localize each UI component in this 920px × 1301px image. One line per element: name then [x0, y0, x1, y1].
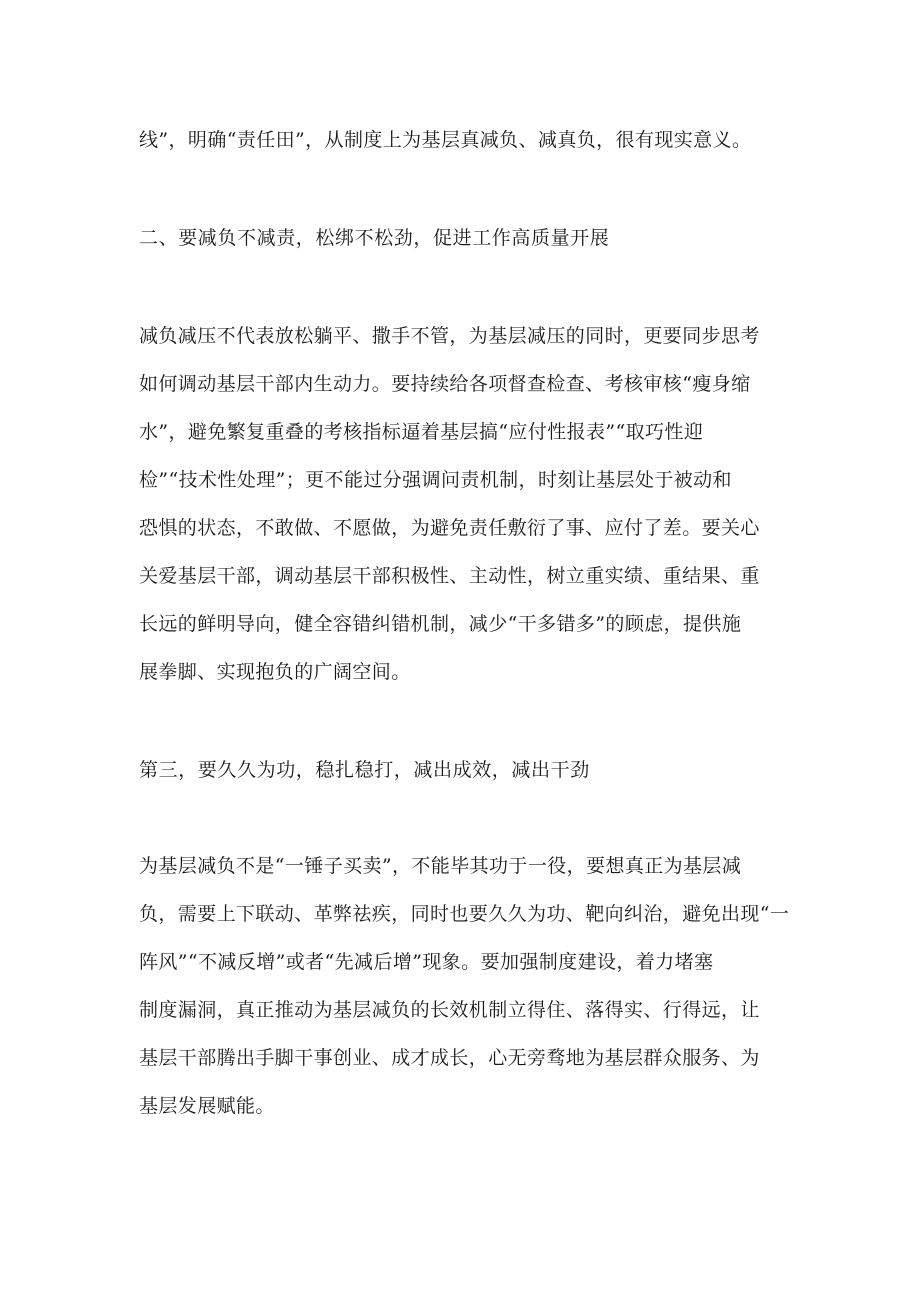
paragraph-line: 检”“技术性处理”；更不能过分强调问责机制，时刻让基层处于被动和 — [139, 469, 732, 491]
paragraph-line: 关爱基层干部，调动基层干部积极性、主动性，树立重实绩、重结果、重 — [139, 565, 760, 587]
paragraph-line: 恐惧的状态，不敢做、不愿做，为避免责任敷衍了事、应付了差。要关心 — [139, 517, 760, 539]
paragraph-line: 水”，避免繁复重叠的考核指标逼着基层搞“应付性报表”“取巧性迎 — [139, 421, 704, 443]
paragraph-line: 负，需要上下联动、革弊祛疾，同时也要久久为功、靶向纠治，避免出现“一 — [139, 903, 790, 925]
paragraph-line: 线”，明确“责任田”，从制度上为基层真减负、减真负，很有现实意义。 — [139, 129, 752, 151]
paragraph-line: 减负减压不代表放松躺平、撒手不管，为基层减压的同时，更要同步思考 — [139, 325, 760, 347]
paragraph-line: 为基层减负不是“一锤子买卖”，不能毕其功于一役，要想真正为基层减 — [139, 855, 742, 877]
paragraph-line: 基层发展赋能。 — [139, 1095, 275, 1117]
paragraph-line: 制度漏洞，真正推动为基层减负的长效机制立得住、落得实、行得远，让 — [139, 999, 760, 1021]
paragraph-line: 展拳脚、实现抱负的广阔空间。 — [139, 661, 411, 683]
section-heading: 第三，要久久为功，稳扎稳打，减出成效，减出干劲 — [139, 759, 590, 781]
paragraph-line: 长远的鲜明导向，健全容错纠错机制，减少“干多错多”的顾虑，提供施 — [139, 613, 742, 635]
paragraph-line: 如何调动基层干部内生动力。要持续给各项督查检查、考核审核“瘦身缩 — [139, 373, 751, 395]
paragraph-line: 基层干部腾出手脚干事创业、成才成长，心无旁骛地为基层群众服务、为 — [139, 1047, 760, 1069]
section-heading: 二、要减负不减责，松绑不松劲，促进工作高质量开展 — [139, 227, 610, 249]
paragraph-line: 阵风”“不减反增”或者“先减后增”现象。要加强制度建设，着力堵塞 — [139, 951, 714, 973]
